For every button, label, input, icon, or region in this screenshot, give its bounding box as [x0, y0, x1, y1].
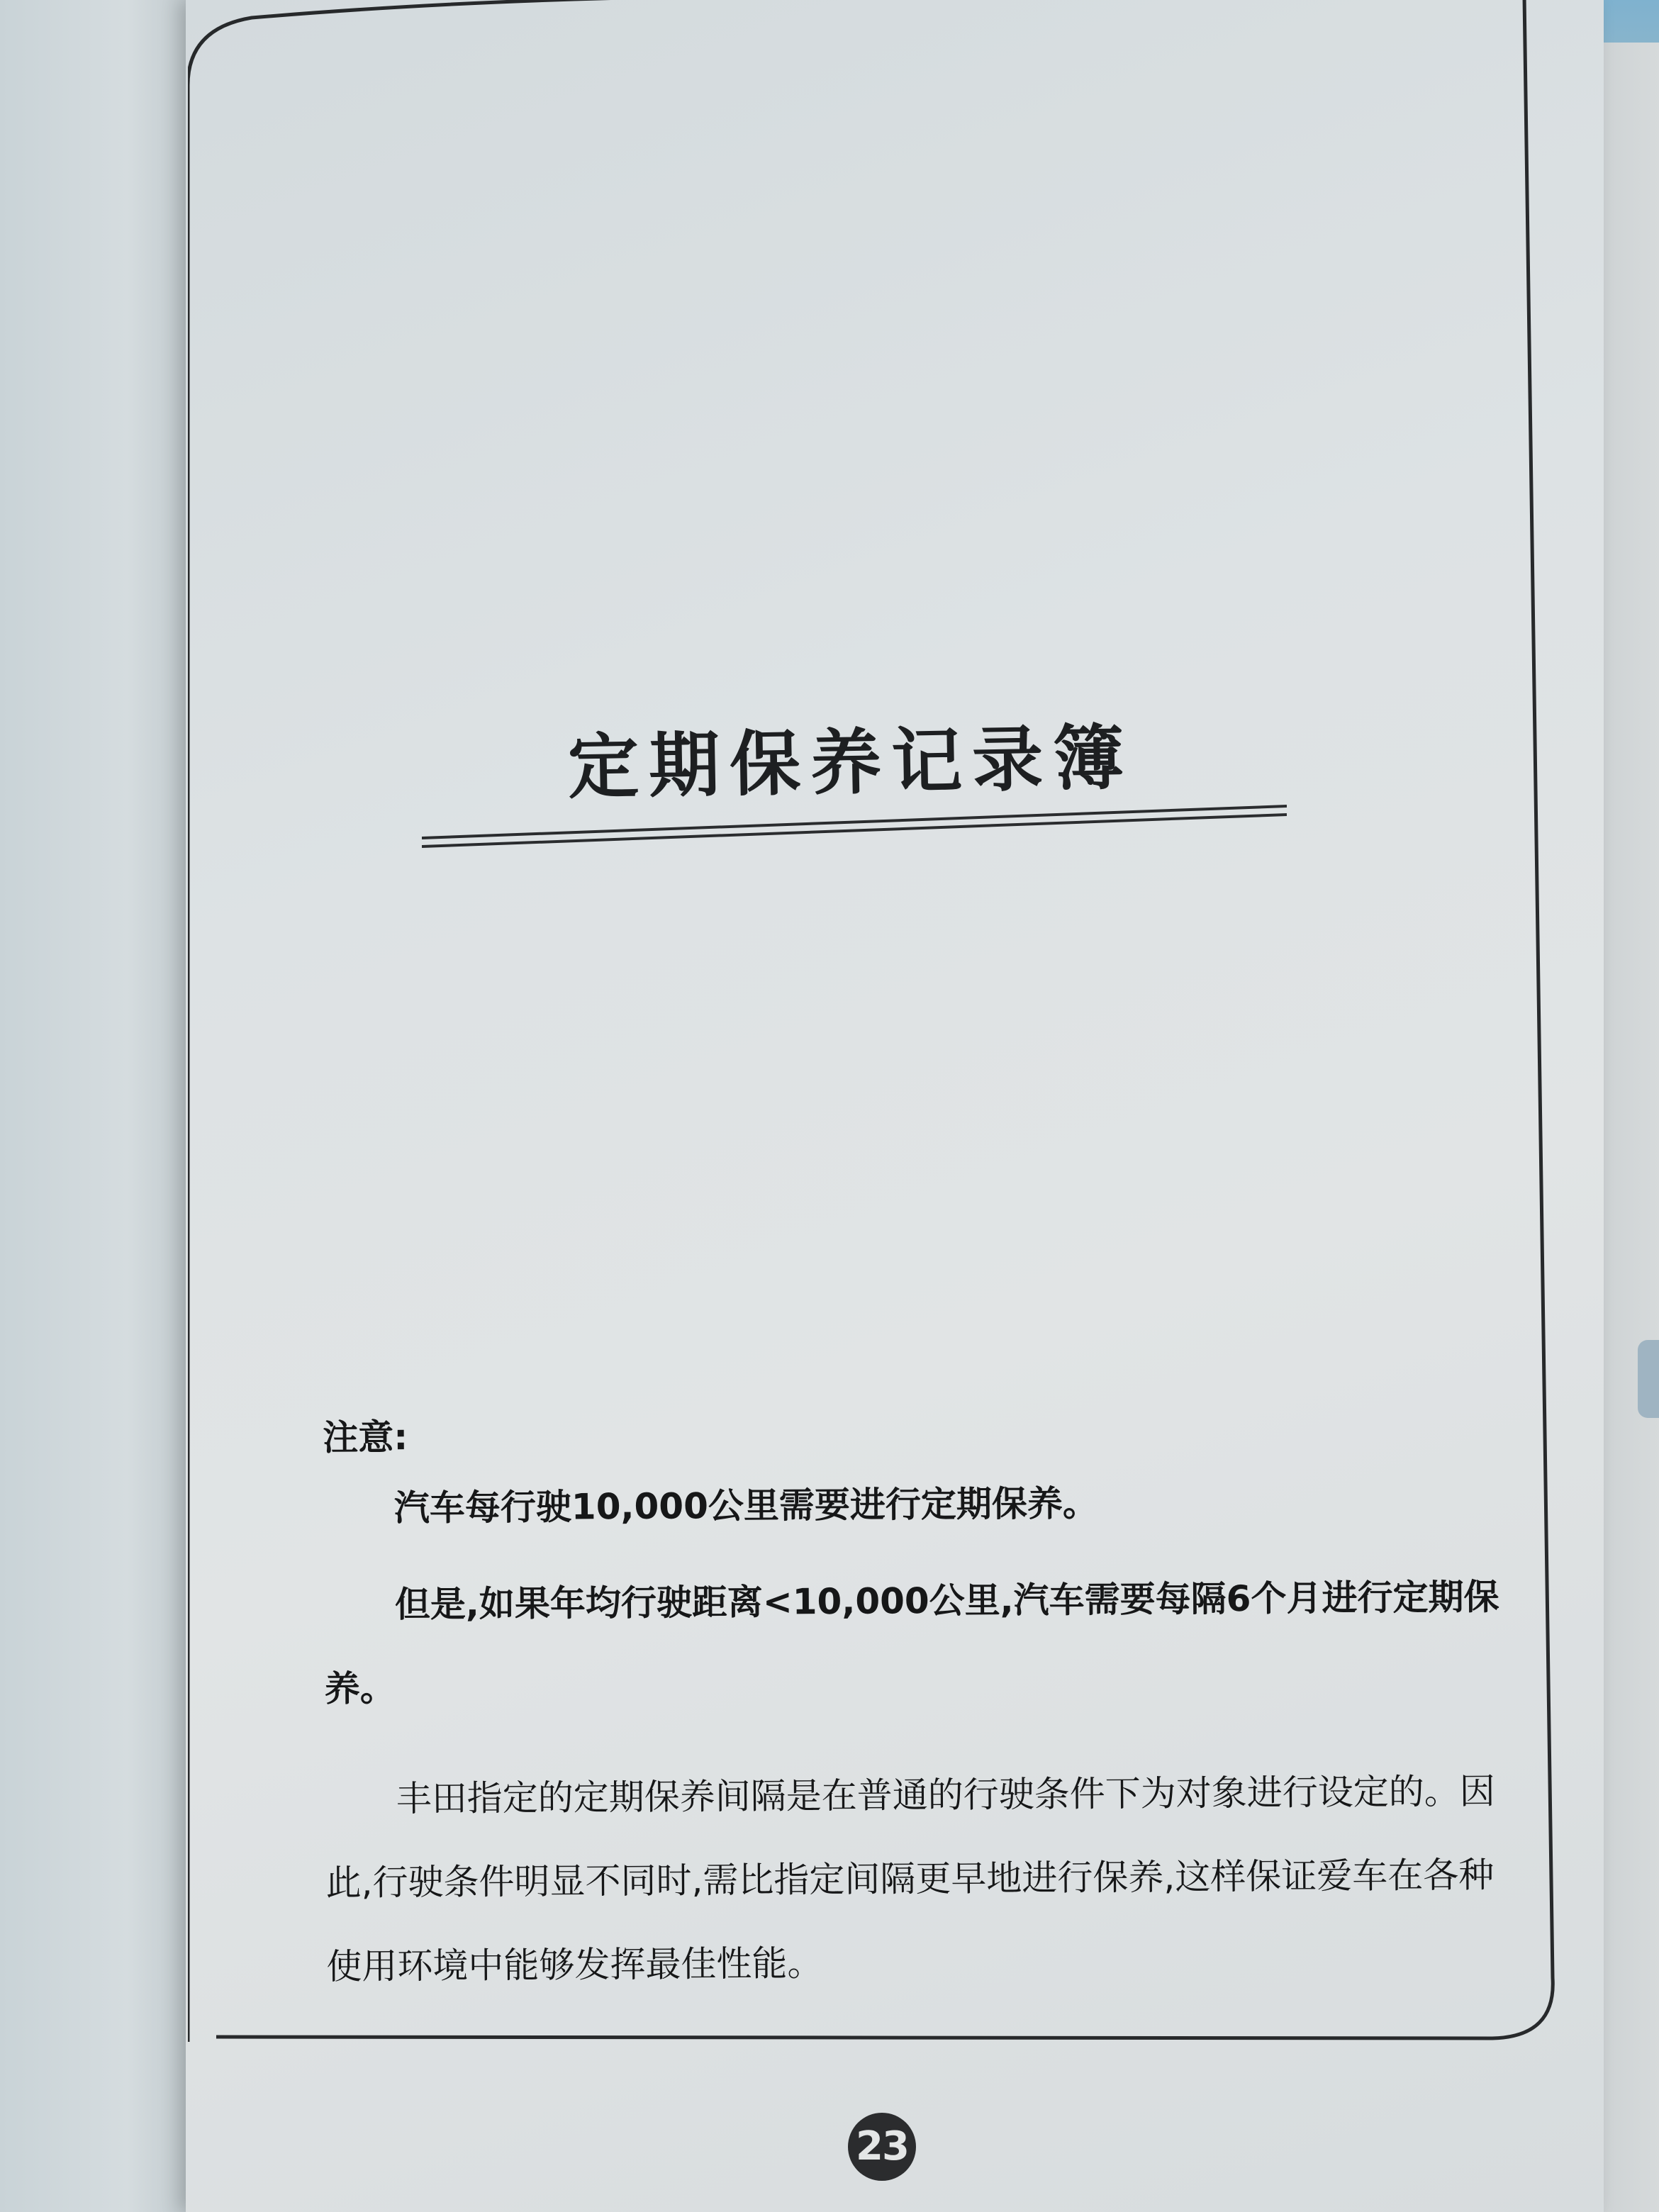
- page-title: 定期保养记录簿: [567, 716, 1135, 809]
- page-number-badge: 23: [848, 2113, 916, 2181]
- note-line-2: 但是,如果年均行驶距离<10,000公里,汽车需要每隔6个月进行定期保养。: [324, 1576, 1499, 1709]
- note-paragraph: 丰田指定的定期保养间隔是在普通的行驶条件下为对象进行设定的。因此,行驶条件明显不同时,需比指定间隔更早地进行保养,这样保证爱车在各种使用环境中能够发挥最佳性能。: [325, 1770, 1495, 1987]
- next-page-tab: [1638, 1340, 1659, 1418]
- notes-heading: 注意:: [323, 1417, 408, 1458]
- left-page-edge: [0, 0, 213, 2212]
- note-line-1: 汽车每行驶10,000公里需要进行定期保养。: [393, 1482, 1099, 1529]
- notes-section: [323, 1406, 1518, 2009]
- title-underline: [422, 798, 1287, 854]
